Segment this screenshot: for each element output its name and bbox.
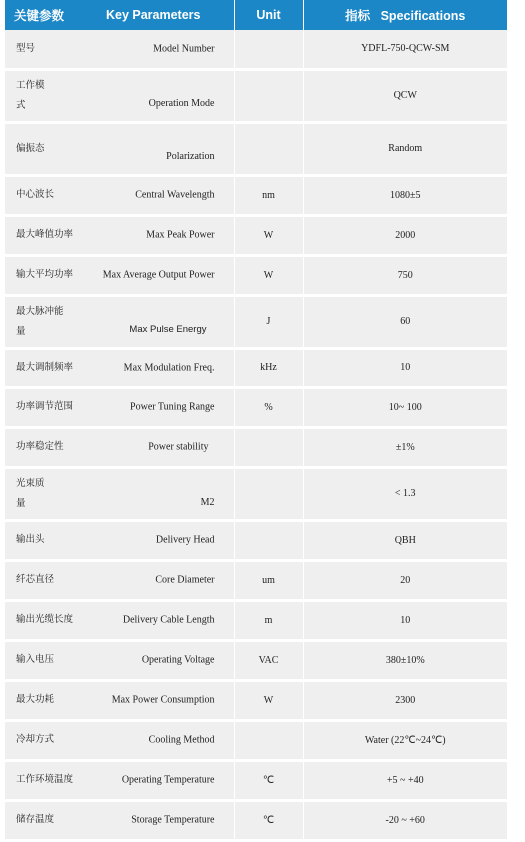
param-en: Operating Voltage <box>141 654 215 666</box>
table-row <box>5 800 507 840</box>
header-key-cn: 关键参数 <box>14 9 65 23</box>
param-cell <box>5 427 234 467</box>
param-en: Power Tuning Range <box>130 401 215 413</box>
unit-cell: % <box>234 387 303 427</box>
param-cn: 最大功耗 <box>16 694 55 705</box>
param-cn: 输出头 <box>16 534 45 545</box>
unit-cell <box>234 30 303 69</box>
spec-value-cell: 10 <box>303 600 507 640</box>
table-row <box>5 720 507 760</box>
table-row <box>5 680 507 720</box>
param-en: Storage Temperature <box>131 814 215 826</box>
table-row <box>5 560 507 600</box>
spec-value-cell: +5 ~ +40 <box>303 760 507 800</box>
header-spec-en: Specifications <box>380 9 466 23</box>
param-cell <box>5 295 234 348</box>
param-en: Cooling Method <box>148 734 215 746</box>
param-cell <box>5 640 234 680</box>
table-row <box>5 600 507 640</box>
unit-cell <box>234 520 303 560</box>
param-cell <box>5 69 234 122</box>
spec-value-cell: 60 <box>303 295 507 348</box>
param-cell <box>5 348 234 387</box>
spec-value-cell: 750 <box>303 255 507 295</box>
param-cn: 中心波长 <box>16 189 55 200</box>
unit-cell: um <box>234 560 303 600</box>
spec-value-cell: 380±10% <box>303 640 507 680</box>
spec-value-cell: 1080±5 <box>303 175 507 215</box>
param-cell <box>5 600 234 640</box>
spec-value-cell: 10~ 100 <box>303 387 507 427</box>
unit-cell: W <box>234 680 303 720</box>
param-en: Power stability <box>148 441 209 453</box>
table-row <box>5 640 507 680</box>
spec-value-cell: Random <box>303 122 507 175</box>
param-cell <box>5 560 234 600</box>
param-cell <box>5 467 234 520</box>
table-row <box>5 760 507 800</box>
spec-value-cell: 2000 <box>303 215 507 255</box>
spec-value-cell: 2300 <box>303 680 507 720</box>
table-row <box>5 215 507 255</box>
unit-cell <box>234 427 303 467</box>
param-cn: 输入电压 <box>16 654 55 665</box>
param-en: Max Modulation Freq. <box>123 362 215 373</box>
param-en: M2 <box>200 496 215 508</box>
param-cn: 光束质量 <box>16 477 45 509</box>
param-cn: 储存温度 <box>16 814 55 825</box>
param-cell <box>5 800 234 840</box>
param-cn: 功率调节范围 <box>16 401 74 412</box>
param-en: Core Diameter <box>155 574 215 586</box>
param-en: Model Number <box>153 43 215 55</box>
spec-value-cell: 20 <box>303 560 507 600</box>
param-cn: 最大峰值功率 <box>16 229 74 240</box>
table-row <box>5 520 507 560</box>
param-cn: 最大脉冲能量 <box>16 305 64 337</box>
unit-cell: m <box>234 600 303 640</box>
unit-cell <box>234 720 303 760</box>
spec-value-cell: YDFL-750-QCW-SM <box>303 30 507 69</box>
param-cn: 纤芯直径 <box>16 574 55 585</box>
unit-cell <box>234 467 303 520</box>
header-key-en: Key Parameters <box>105 8 201 22</box>
spec-value-cell: ±1% <box>303 427 507 467</box>
unit-cell: J <box>234 295 303 348</box>
param-cell <box>5 520 234 560</box>
table-row <box>5 295 507 348</box>
table-row <box>5 175 507 215</box>
param-cell <box>5 760 234 800</box>
param-en: Operating Temperature <box>121 774 215 786</box>
param-cn: 工作环境温度 <box>16 774 74 785</box>
unit-cell: W <box>234 215 303 255</box>
param-en: Delivery Head <box>155 534 215 546</box>
param-en: Max Pulse Energy <box>129 323 207 335</box>
param-cn: 输出光缆长度 <box>16 614 74 625</box>
table-row <box>5 427 507 467</box>
param-cn: 功率稳定性 <box>16 441 64 452</box>
param-en: Central Wavelength <box>135 189 215 201</box>
unit-cell <box>234 122 303 175</box>
header-spec-cn: 指标 <box>345 9 371 23</box>
unit-cell: W <box>234 255 303 295</box>
unit-cell: nm <box>234 175 303 215</box>
table-header <box>5 0 507 30</box>
spec-value-cell: < 1.3 <box>303 467 507 520</box>
param-cell <box>5 215 234 255</box>
table-row <box>5 30 507 69</box>
param-en: Max Peak Power <box>146 229 215 241</box>
spec-value-cell: -20 ~ +60 <box>303 800 507 840</box>
param-cn: 最大调制频率 <box>16 361 74 373</box>
header-specifications <box>303 0 507 30</box>
param-en: Polarization <box>166 150 215 162</box>
param-cn: 冷却方式 <box>16 734 55 745</box>
spec-value-cell: 10 <box>303 348 507 387</box>
spec-value-cell: Water (22℃~24℃) <box>303 720 507 760</box>
table-row <box>5 387 507 427</box>
param-cell <box>5 680 234 720</box>
unit-cell: ℃ <box>234 760 303 800</box>
param-en: Operation Mode <box>148 97 215 109</box>
spec-value-cell: QCW <box>303 69 507 122</box>
param-cell <box>5 255 234 295</box>
param-en: Max Average Output Power <box>102 269 215 281</box>
spec-value-cell: QBH <box>303 520 507 560</box>
unit-cell <box>234 69 303 122</box>
param-cn: 型号 <box>16 42 36 54</box>
table-row <box>5 255 507 295</box>
param-cell <box>5 387 234 427</box>
param-cn: 输大平均功率 <box>16 269 74 280</box>
unit-cell: VAC <box>234 640 303 680</box>
param-cell <box>5 30 234 69</box>
table-row <box>5 69 507 122</box>
param-en: Max Power Consumption <box>111 694 215 706</box>
param-cn: 工作模式 <box>16 79 45 111</box>
param-en: Delivery Cable Length <box>122 614 215 626</box>
header-row <box>5 0 507 30</box>
table-row <box>5 348 507 387</box>
param-cell <box>5 122 234 175</box>
table-row <box>5 122 507 175</box>
header-key-parameters <box>5 0 234 30</box>
unit-cell: ℃ <box>234 800 303 840</box>
unit-cell: kHz <box>234 348 303 387</box>
param-cell <box>5 175 234 215</box>
param-cn: 偏振态 <box>16 142 45 154</box>
param-cell <box>5 720 234 760</box>
table-row <box>5 467 507 520</box>
header-unit: Unit <box>234 0 303 30</box>
spec-table <box>5 0 507 842</box>
